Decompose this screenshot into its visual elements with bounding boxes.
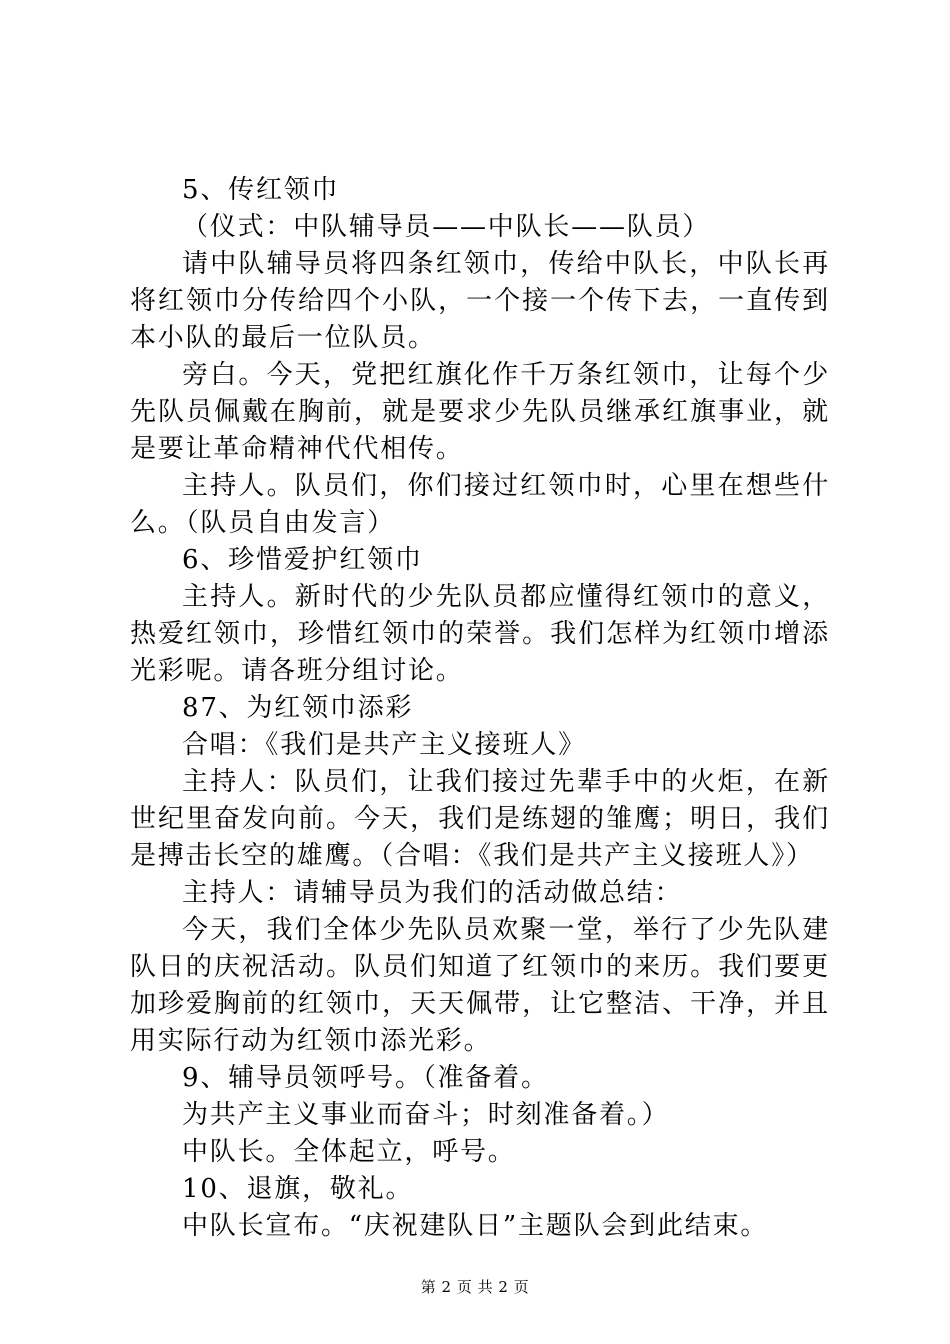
- document-body: [130, 172, 830, 1245]
- section-heading-10: 10、退旗，敬礼。: [182, 1174, 414, 1204]
- paragraph: 主持人。新时代的少先队员都应懂得红领巾的意义，热爱红领巾，珍惜红领巾的荣誉。我们怎样为红领巾增添光彩呢。请各班分组讨论。: [130, 582, 830, 686]
- ceremony-note: （仪式：中队辅导员——中队长——队员）: [182, 212, 711, 242]
- section-heading-87: 87、为红领巾添彩: [182, 693, 414, 723]
- paragraph: 合唱：《我们是共产主义接班人》: [182, 730, 587, 760]
- section-heading-6: 6、珍惜爱护红领巾: [182, 545, 423, 575]
- paragraph: 中队长宣布。“庆祝建队日”主题队会到此结束。: [182, 1211, 769, 1241]
- section-heading-9: 9、辅导员领呼号。（准备着。: [182, 1063, 549, 1093]
- paragraph: 今天，我们全体少先队员欢聚一堂，举行了少先队建队日的庆祝活动。队员们知道了红领巾的来历。我们要更加珍爱胸前的红领巾，天天佩带，让它整洁、干净，并且用实际行动为红领巾添光彩。: [130, 915, 830, 1056]
- paragraph: 主持人：请辅导员为我们的活动做总结：: [182, 878, 683, 908]
- paragraph: 为共产主义事业而奋斗；时刻准备着。）: [182, 1100, 670, 1130]
- paragraph: 旁白。今天，党把红旗化作千万条红领巾，让每个少先队员佩戴在胸前，就是要求少先队员继承红旗事业，就是要让革命精神代代相传。: [130, 360, 830, 464]
- paragraph: 请中队辅导员将四条红领巾，传给中队长，中队长再将红领巾分传给四个小队，一个接一个传下去，一直传到本小队的最后一位队员。: [130, 249, 830, 353]
- section-heading-5: 5、传红领巾: [182, 175, 340, 205]
- paragraph: 中队长。全体起立，呼号。: [182, 1137, 516, 1167]
- paragraph: 主持人。队员们，你们接过红领巾时，心里在想些什么。（队员自由发言）: [130, 471, 830, 538]
- paragraph: 主持人：队员们，让我们接过先辈手中的火炬，在新世纪里奋发向前。今天，我们是练翅的雏鹰；明日，我们是搏击长空的雄鹰。（合唱：《我们是共产主义接班人》）: [130, 767, 830, 871]
- page-number-footer: 第 2 页 共 2 页: [420, 1278, 530, 1296]
